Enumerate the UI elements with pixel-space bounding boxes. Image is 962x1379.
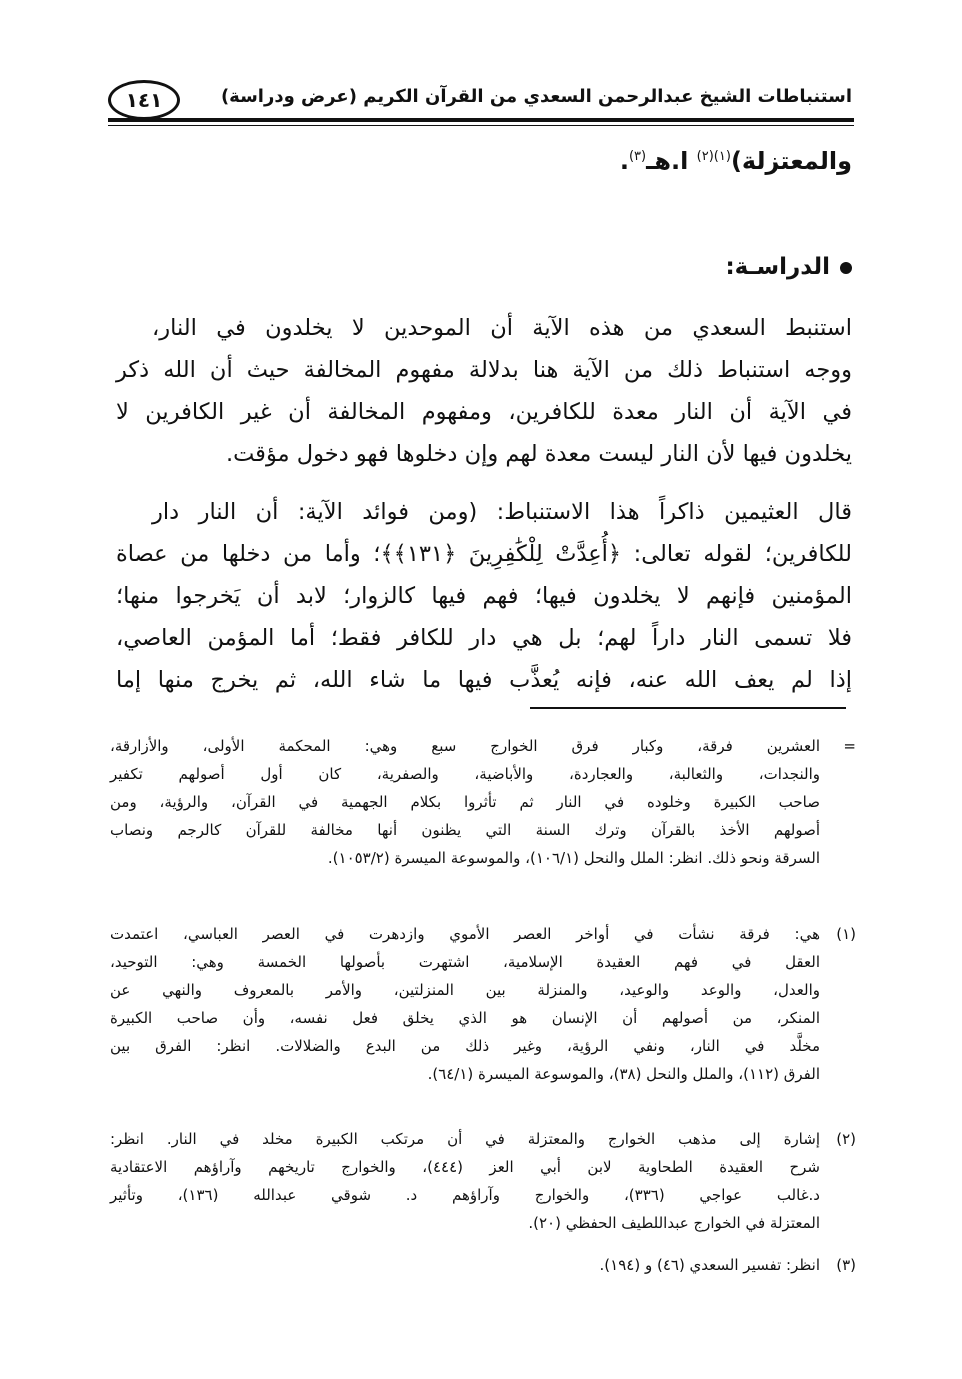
footnote-line: العشرين فرقة، وكبار فرق الخوارج سبع وهي: المحكمة الأولى، والأزارقة، — [110, 737, 820, 755]
footnote-line: السرقة ونحو ذلك. انظر: الملل والنحل (١٠٦/١)، والموسوعة الميسرة (١٠٥٣/٢). — [327, 849, 820, 867]
footnote-line: مخلَّد في النار، ونفي الرؤية، وغير ذلك من البدع والضلالات. انظر: الفرق بين — [110, 1037, 820, 1055]
footnote-line: المعتزلة في الخوارج عبداللطيف الحفظي (٢٠). — [528, 1214, 820, 1232]
paragraph-line: في الآية أن النار معدة للكافرين، ومفهوم المخالفة أن غير الكافرين لا — [116, 399, 852, 425]
footnote-ref-3: (٣) — [628, 149, 647, 164]
paragraph-line: يخلدون فيها لأن النار ليست معدة لهم وإن دخلوها فهو دخول مؤقت. — [225, 441, 852, 467]
footnote-number: (٢) — [836, 1130, 856, 1148]
paragraph-line: قال العثيمين ذاكراً هذا الاستنباط: (ومن فوائد الآية: أن النار دار — [152, 499, 852, 525]
footnote-line: العقل في فهم العقيدة الإسلامية، اشتهرت بأصولها الخمسة وهي: التوحيد، — [110, 953, 820, 971]
footnote-line: الفرق (١١٢)، والملل والنحل (٣٨)، والموسوعة الميسرة (٦٤/١). — [427, 1065, 820, 1083]
footnote-line: أصولهم الأخذ بالقرآن وترك السنة التي يظنون أنها مخالفة للقرآن كالرجم ونصاب — [110, 821, 820, 839]
footnote-line: والنجدات، والثعالبة، والعجاردة، والأباضية، والصفرية، كان أول أصولهم تكفير — [110, 765, 820, 783]
header-rule-thick — [108, 118, 854, 122]
section-heading-text: الدراسـة: — [725, 254, 830, 280]
paragraph-line: للكافرين؛ لقوله تعالى: ﴿أُعِدَّتْ لِلْكَٰفِرِينَ ﴿١٣١﴾﴾؛ وأما من دخلها من عصاة — [116, 541, 852, 567]
page-number: ١٤١ — [108, 80, 180, 120]
footnote-line: صاحب الكبيرة وخلوده في النار ثم تأثروا بكلام الجهمية في القرآن، والرؤية، ومن — [110, 793, 820, 811]
paragraph-line: فلا تسمى النار داراً لهم؛ بل هي دار للكافر فقط؛ أما المؤمن العاصي، — [116, 625, 852, 651]
paragraph-line: ووجه استنباط ذلك من الآية هنا بدلالة مفهوم المخالفة حيث أن الله ذكر — [116, 357, 852, 383]
footnote-line: د.غالب عواجي (٣٣٦)، والخوارج وآراؤهم د. شوقي عبدالله (١٣٦)، وتأثير — [110, 1186, 820, 1204]
footnote-number: (١) — [836, 925, 856, 943]
header-rule-thin — [108, 125, 854, 126]
footnote-line: شرح العقيدة الطحاوية لابن أبي العز (٤٤٤)، والخوارج تاريخهم وآراؤهم الاعتقادية — [110, 1158, 821, 1176]
bullet-icon — [840, 262, 852, 274]
footnote-line: والعدل، والوعد والوعيد، والمنزلة بين المنزلتين، والأمر بالمعروف والنهي عن — [110, 981, 820, 999]
footnote-refs: (١)(٢) — [696, 149, 731, 164]
continued-text — [620, 147, 852, 175]
paragraph-line: إذا لم يعف الله عنه، فإنه يُعذَّب فيها ما شاء الله، ثم يخرج منها إما — [116, 667, 852, 693]
footnote-number: (٣) — [836, 1256, 856, 1274]
footnote-continued-marker: = — [843, 737, 856, 755]
footnote-line: انظر: تفسير السعدي (٤٦) و (١٩٤). — [599, 1256, 820, 1274]
end-quote-mark: ا.هـ — [646, 147, 689, 175]
footnote-line: إشارة إلى مذهب الخوارج والمعتزلة في أن مرتكب الكبيرة مخلد في النار. انظر: — [110, 1130, 820, 1148]
continued-word: والمعتزلة) — [730, 147, 852, 175]
period: . — [619, 147, 629, 175]
footnote-line: هي: فرقة نشأت في أواخر العصر الأموي وازدهرت في العصر العباسي، اعتمدت — [110, 925, 820, 943]
paragraph-line: استنبط السعدي من هذه الآية أن الموحدين لا يخلدون في النار، — [152, 315, 852, 341]
footnote-separator — [530, 707, 846, 709]
paragraph-line: المؤمنين فإنهم لا يخلدون فيها؛ فهم فيها كالزوار؛ لابد أن يَخرجوا منها؛ — [116, 583, 852, 609]
footnote-line: المنكر، من أصولهم أن الإنسان هو الذي يخلق فعل نفسه، وأن صاحب الكبيرة — [110, 1009, 820, 1027]
section-heading — [725, 254, 852, 280]
running-header-title: استنباطات الشيخ عبدالرحمن السعدي من القرآن الكريم (عرض ودراسة) — [220, 86, 852, 107]
